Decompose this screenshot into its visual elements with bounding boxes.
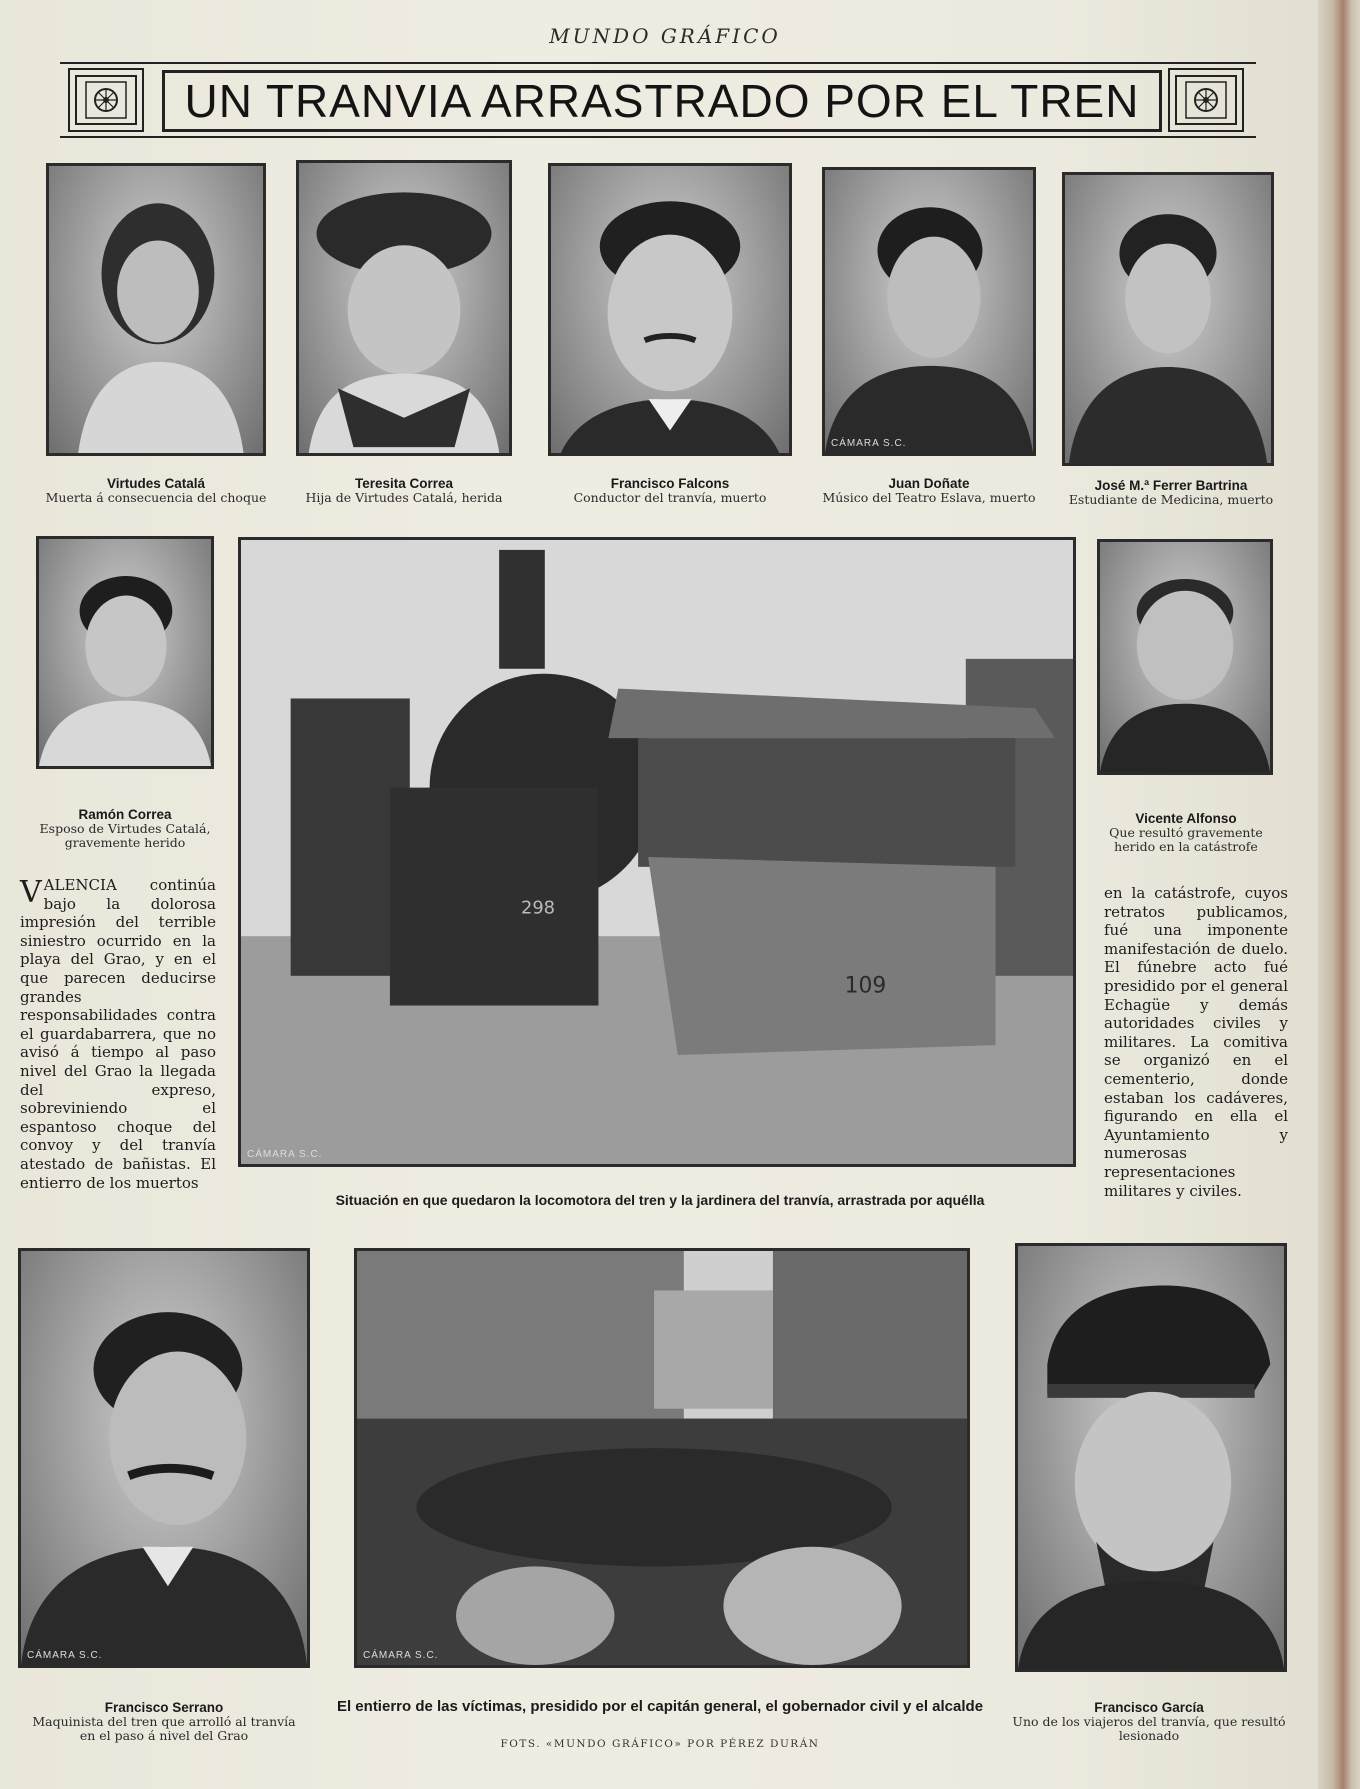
portrait-description: Esposo de Virtudes Catalá,	[39, 821, 211, 837]
funeral-procession-photo	[354, 1248, 970, 1668]
portrait-francisco-garcia	[1015, 1243, 1287, 1672]
locomotive-number: 298	[520, 897, 556, 919]
drop-cap: V	[20, 875, 42, 910]
portrait-name: Vicente Alfonso	[1135, 811, 1237, 826]
article-text: en la catástrofe, cuyos retratos publicamos, fué una imponente manifestación de duelo. El fúnebre acto fué presidido por el general Echagüe y demás autoridades civiles y militares. La comitiva se organizó en el cementerio, donde estaban los cadáveres, figurando en ella el Ayuntamiento y numerosas representaciones militares y civiles.	[1104, 884, 1288, 1200]
photo-credit: CÁMARA S.C.	[363, 1650, 439, 1661]
caption-teresita-correa	[286, 476, 522, 505]
headline-banner	[60, 62, 1256, 138]
portrait-description: Uno de los viajeros del tranvía, que resultó	[1012, 1714, 1286, 1730]
main-photo-caption: Situación en que quedaron la locomotora del tren y la jardinera del tranvía, arrastrada por aquélla	[335, 1192, 985, 1208]
caption-juan-donate	[800, 476, 1058, 505]
portrait-vicente-alfonso	[1097, 539, 1273, 775]
flower-ornament-icon	[1168, 68, 1244, 132]
portrait-juan-donate	[822, 167, 1036, 456]
portrait-name: Francisco Falcons	[610, 476, 730, 491]
photo-credit: CÁMARA S.C.	[831, 438, 907, 449]
funeral-caption: El entierro de las víctimas, presidido por el capitán general, el gobernador civil y el alcalde	[336, 1698, 984, 1715]
main-photo-train-crash	[238, 537, 1076, 1167]
portrait-description: Muerta á consecuencia del choque	[45, 490, 267, 506]
portrait-description: en el paso á nivel del Grao	[79, 1728, 249, 1744]
book-spine-edge	[1318, 0, 1360, 1789]
portrait-description: gravemente herido	[64, 835, 186, 851]
portrait-description: Que resultó gravemente	[1109, 825, 1263, 841]
headline-title: UN TRANVIA ARRASTRADO POR EL TREN	[184, 75, 1140, 127]
portrait-name: Teresita Correa	[354, 476, 454, 491]
caption-ramon-correa	[14, 807, 236, 850]
portrait-name: Ramón Correa	[78, 807, 172, 822]
masthead: MUNDO GRÁFICO	[549, 24, 781, 48]
caption-jose-ferrer-bartrina	[1048, 478, 1294, 507]
photo-credit: CÁMARA S.C.	[27, 1650, 103, 1661]
portrait-description: Conductor del tranvía, muerto	[573, 490, 767, 506]
article-right-column	[1104, 884, 1288, 1200]
portrait-description: Estudiante de Medicina, muerto	[1068, 492, 1274, 508]
portrait-name: José M.ª Ferrer Bartrina	[1094, 478, 1248, 493]
headline-box	[162, 70, 1162, 132]
portrait-name: Virtudes Catalá	[106, 476, 206, 491]
caption-francisco-serrano	[4, 1700, 324, 1743]
portrait-francisco-falcons	[548, 163, 792, 456]
portrait-description: Músico del Teatro Eslava, muerto	[822, 490, 1036, 506]
flower-ornament-icon	[68, 68, 144, 132]
portrait-description: lesionado	[1118, 1728, 1180, 1744]
portrait-name: Francisco García	[1094, 1700, 1204, 1715]
portrait-virtudes-catala	[46, 163, 266, 456]
caption-francisco-garcia	[986, 1700, 1312, 1743]
portrait-description: herido en la catástrofe	[1114, 839, 1258, 855]
photo-credit: CÁMARA S.C.	[247, 1149, 323, 1160]
portrait-ramon-correa	[36, 536, 214, 769]
article-left-column	[20, 876, 216, 1192]
portrait-name: Francisco Serrano	[104, 1700, 224, 1715]
portrait-name: Juan Doñate	[888, 476, 970, 491]
portrait-francisco-serrano	[18, 1248, 310, 1668]
portrait-description: Maquinista del tren que arrolló al tranvía	[32, 1714, 296, 1730]
caption-virtudes-catala	[36, 476, 276, 505]
photo-credit-line: FOTS. «MUNDO GRÁFICO» POR PÉREZ DURÁN	[500, 1738, 820, 1750]
portrait-jose-ferrer-bartrina	[1062, 172, 1274, 466]
tram-number: 109	[844, 973, 887, 999]
article-text: ALENCIA continúa bajo la dolorosa impresión del terrible siniestro ocurrido en la playa del Grao, y en el que parecen deducirse grandes responsabilidades contra el guardabarrera, que no avisó á tiempo al paso nivel del Grao la llegada del expreso, sobreviniendo el espantoso choque del convoy y del tranvía atestado de bañistas. El entierro de los muertos	[20, 876, 216, 1192]
caption-vicente-alfonso	[1080, 811, 1292, 854]
caption-francisco-falcons	[536, 476, 804, 505]
portrait-description: Hija de Virtudes Catalá, herida	[305, 490, 503, 506]
portrait-teresita-correa	[296, 160, 512, 456]
